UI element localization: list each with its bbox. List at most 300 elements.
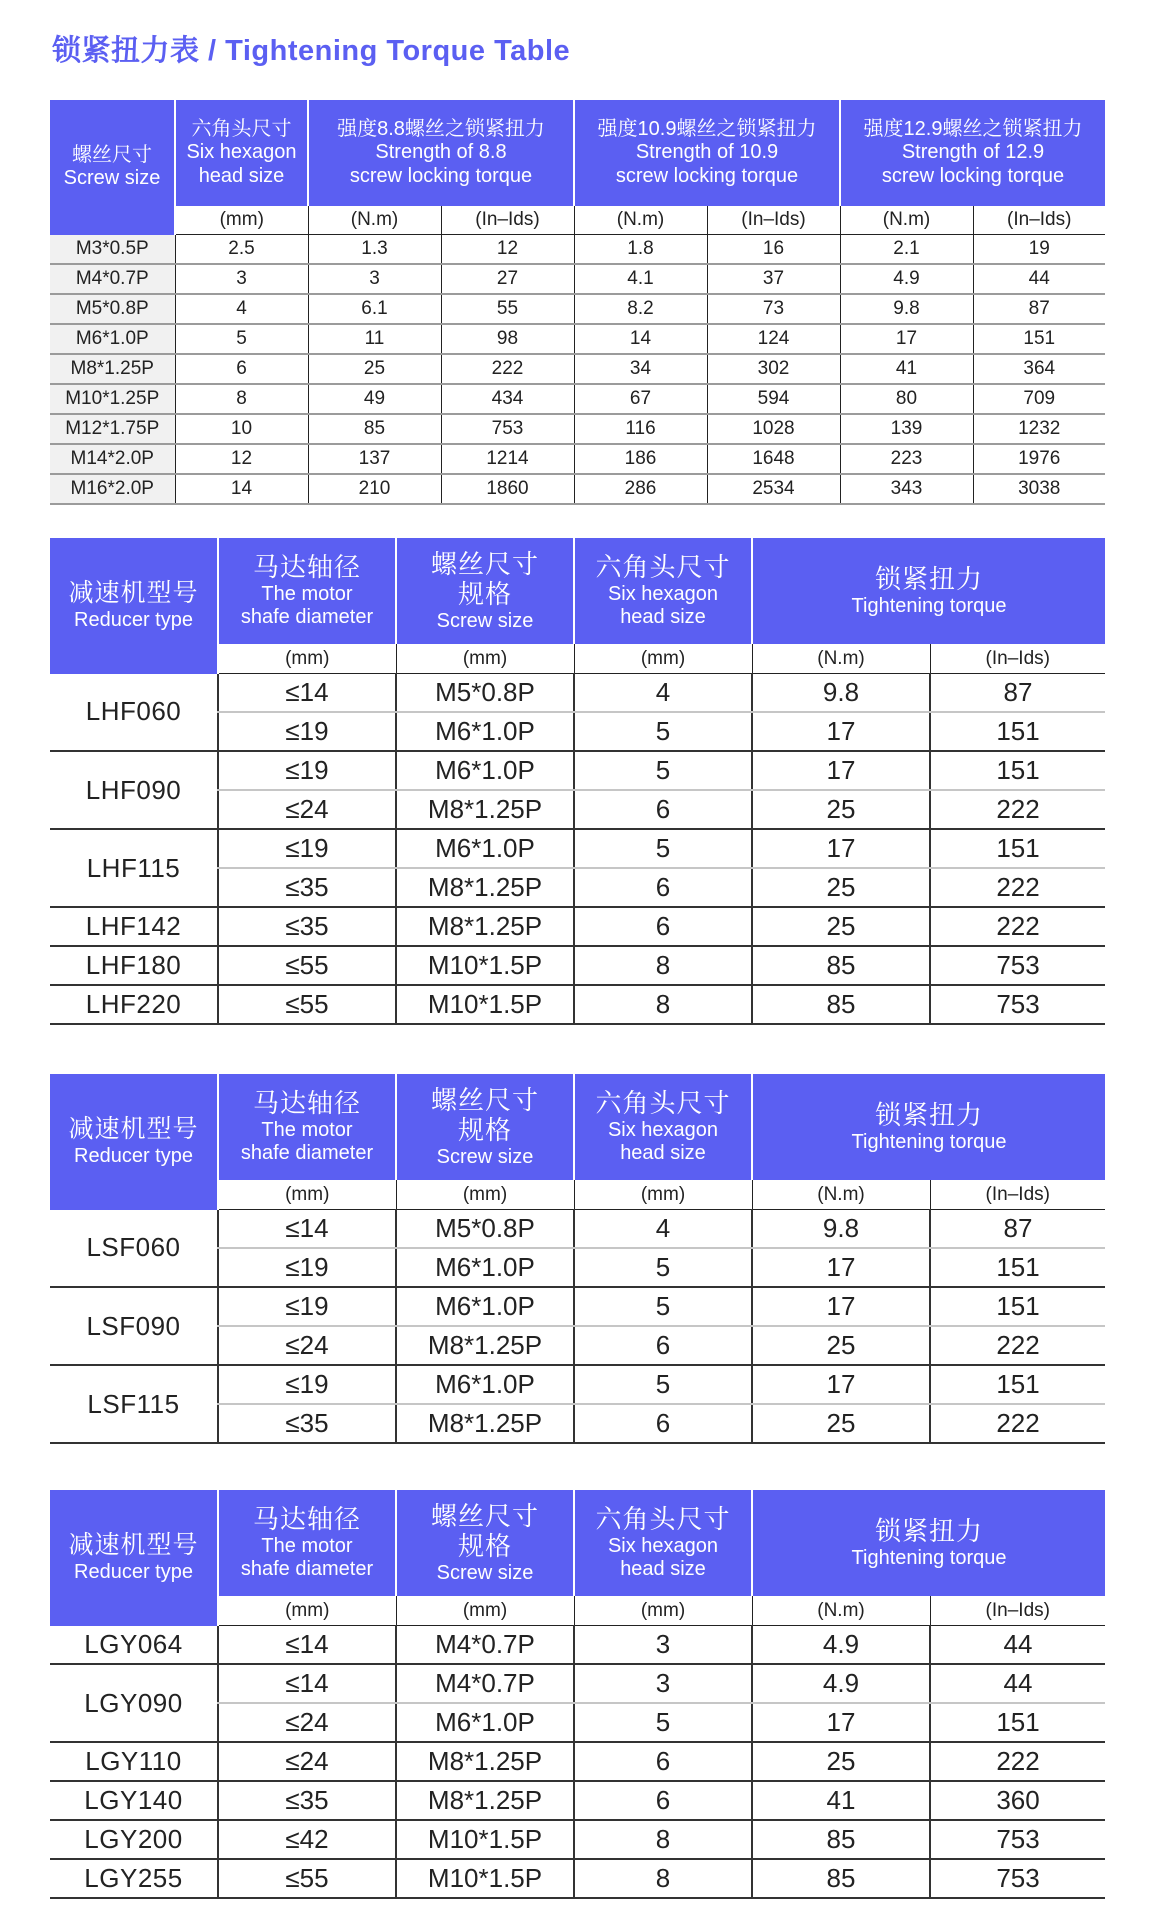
value-cell: 85	[308, 414, 441, 444]
unit-cell: (In–Ids)	[930, 1596, 1105, 1626]
screw-size-cell: M10*1.5P	[396, 1859, 574, 1898]
table-row	[50, 294, 1105, 324]
value-cell: 14	[175, 474, 308, 504]
torque-inlbs-cell: 151	[930, 1248, 1105, 1287]
screw-size-cell: M6*1.0P	[396, 1365, 574, 1404]
shaft-diameter-cell: ≤24	[218, 1742, 396, 1781]
value-cell: 2534	[707, 474, 840, 504]
unit-cell: (In–Ids)	[973, 206, 1105, 235]
table-row	[50, 1287, 1105, 1326]
shaft-diameter-cell: ≤35	[218, 1404, 396, 1443]
value-cell: 12	[441, 235, 574, 265]
shaft-diameter-cell: ≤35	[218, 1781, 396, 1820]
reducer-model-cell: LGY110	[50, 1742, 218, 1781]
torque-nm-cell: 17	[752, 829, 930, 868]
unit-cell: (mm)	[574, 1180, 752, 1210]
screw-size-cell: M8*1.25P	[396, 907, 574, 946]
table-row	[50, 384, 1105, 414]
hex-size-cell: 4	[574, 674, 752, 713]
screw-size-cell: M10*1.5P	[396, 985, 574, 1024]
torque-nm-cell: 17	[752, 1365, 930, 1404]
table-row	[50, 414, 1105, 444]
torque-nm-cell: 17	[752, 1287, 930, 1326]
value-cell: 4.9	[840, 264, 973, 294]
table-row	[50, 1365, 1105, 1404]
unit-cell: (N.m)	[574, 206, 707, 235]
torque-inlbs-cell: 222	[930, 1326, 1105, 1365]
header-tightening-torque	[752, 538, 1105, 644]
shaft-diameter-cell: ≤19	[218, 829, 396, 868]
shaft-diameter-cell: ≤14	[218, 1210, 396, 1249]
table-row	[50, 354, 1105, 384]
value-cell: 9.8	[840, 294, 973, 324]
screw-size-cell: M6*1.0P	[396, 712, 574, 751]
header-reducer-type	[50, 1074, 218, 1210]
hex-size-cell: 5	[574, 1703, 752, 1742]
header-tightening-torque	[752, 1074, 1105, 1180]
header-text: 六角头尺寸	[595, 552, 731, 583]
hex-size-cell: 8	[574, 1820, 752, 1859]
unit-cell: (In–Ids)	[707, 206, 840, 235]
torque-nm-cell: 25	[752, 907, 930, 946]
torque-inlbs-cell: 44	[930, 1664, 1105, 1703]
reducer-model-cell: LHF060	[50, 674, 218, 752]
header-text: 规格	[457, 1115, 512, 1146]
table-row	[50, 829, 1105, 868]
value-cell: 1976	[973, 444, 1105, 474]
screw-size-cell: M3*0.5P	[50, 235, 175, 265]
header-text: Reducer type	[74, 608, 193, 631]
value-cell: 1.8	[574, 235, 707, 265]
torque-nm-cell: 25	[752, 790, 930, 829]
torque-nm-cell: 85	[752, 1859, 930, 1898]
torque-inlbs-cell: 151	[930, 1365, 1105, 1404]
unit-cell: (mm)	[396, 1596, 574, 1626]
shaft-diameter-cell: ≤42	[218, 1820, 396, 1859]
torque-inlbs-cell: 222	[930, 1742, 1105, 1781]
lsf-reducer-table	[50, 1074, 1105, 1444]
table-row	[50, 324, 1105, 354]
torque-inlbs-cell: 151	[930, 751, 1105, 790]
torque-inlbs-cell: 222	[930, 790, 1105, 829]
header-text: 减速机型号	[68, 1531, 199, 1560]
torque-inlbs-cell: 753	[930, 985, 1105, 1024]
header-text: Reducer type	[74, 1560, 193, 1583]
value-cell: 44	[973, 264, 1105, 294]
header-text: Tightening torque	[851, 1546, 1007, 1569]
screw-size-cell: M5*0.8P	[50, 294, 175, 324]
value-cell: 6	[175, 354, 308, 384]
header-text: Six hexagon	[607, 582, 719, 605]
value-cell: 124	[707, 324, 840, 354]
screw-size-cell: M4*0.7P	[50, 264, 175, 294]
reducer-model-cell: LHF115	[50, 829, 218, 907]
value-cell: 286	[574, 474, 707, 504]
value-cell: 709	[973, 384, 1105, 414]
screw-size-cell: M10*1.25P	[50, 384, 175, 414]
torque-nm-cell: 25	[752, 1742, 930, 1781]
header-text: Six hexagon	[607, 1118, 719, 1141]
shaft-diameter-cell: ≤24	[218, 790, 396, 829]
screw-size-cell: M16*2.0P	[50, 474, 175, 504]
torque-nm-cell: 85	[752, 946, 930, 985]
value-cell: 139	[840, 414, 973, 444]
value-cell: 14	[574, 324, 707, 354]
hex-size-cell: 6	[574, 1404, 752, 1443]
header-text: 规格	[457, 1531, 512, 1562]
unit-cell: (N.m)	[840, 206, 973, 235]
screw-size-cell: M6*1.0P	[396, 1248, 574, 1287]
shaft-diameter-cell: ≤19	[218, 1248, 396, 1287]
header-text: shafe diameter	[240, 606, 374, 629]
value-cell: 25	[308, 354, 441, 384]
value-cell: 3	[308, 264, 441, 294]
table-row	[50, 474, 1105, 504]
units-row	[50, 206, 1105, 235]
value-cell: 67	[574, 384, 707, 414]
value-cell: 3	[175, 264, 308, 294]
torque-inlbs-cell: 44	[930, 1626, 1105, 1665]
header-text: shafe diameter	[240, 1558, 374, 1581]
value-cell: 1028	[707, 414, 840, 444]
value-cell: 222	[441, 354, 574, 384]
header-screw-size	[396, 1490, 574, 1596]
hex-size-cell: 8	[574, 946, 752, 985]
unit-cell: (N.m)	[308, 206, 441, 235]
table-row	[50, 1626, 1105, 1665]
header-text: Screw size	[436, 1561, 534, 1584]
header-hex-head	[574, 1074, 752, 1180]
unit-cell: (mm)	[175, 206, 308, 235]
shaft-diameter-cell: ≤19	[218, 712, 396, 751]
reducer-model-cell: LSF090	[50, 1287, 218, 1365]
value-cell: 98	[441, 324, 574, 354]
torque-nm-cell: 17	[752, 1703, 930, 1742]
torque-nm-cell: 25	[752, 1326, 930, 1365]
value-cell: 2.1	[840, 235, 973, 265]
hex-size-cell: 6	[574, 868, 752, 907]
value-cell: 4	[175, 294, 308, 324]
hex-size-cell: 5	[574, 1287, 752, 1326]
torque-nm-cell: 17	[752, 1248, 930, 1287]
torque-inlbs-cell: 753	[930, 1859, 1105, 1898]
torque-inlbs-cell: 151	[930, 712, 1105, 751]
table-row	[50, 1859, 1105, 1898]
screw-size-cell: M6*1.0P	[396, 829, 574, 868]
torque-inlbs-cell: 360	[930, 1781, 1105, 1820]
screw-size-cell: M5*0.8P	[396, 1210, 574, 1249]
unit-cell: (mm)	[396, 644, 574, 674]
torque-nm-cell: 85	[752, 985, 930, 1024]
shaft-diameter-cell: ≤19	[218, 1287, 396, 1326]
screw-size-cell: M10*1.5P	[396, 946, 574, 985]
value-cell: 27	[441, 264, 574, 294]
header-text: Six hexagon	[607, 1534, 719, 1557]
header-strength-12-9: 强度12.9螺丝之锁紧扭力 Strength of 12.9 screw locking torque	[840, 100, 1105, 206]
header-text: Tightening torque	[851, 594, 1007, 617]
value-cell: 151	[973, 324, 1105, 354]
reducer-model-cell: LHF142	[50, 907, 218, 946]
screw-size-cell: M8*1.25P	[396, 1326, 574, 1365]
value-cell: 8	[175, 384, 308, 414]
table-row	[50, 1664, 1105, 1703]
header-text: head size	[620, 606, 706, 629]
value-cell: 6.1	[308, 294, 441, 324]
value-cell: 1.3	[308, 235, 441, 265]
table-row	[50, 907, 1105, 946]
torque-inlbs-cell: 222	[930, 1404, 1105, 1443]
reducer-model-cell: LSF115	[50, 1365, 218, 1443]
screw-size-cell: M4*0.7P	[396, 1626, 574, 1665]
header-text: shafe diameter	[240, 1142, 374, 1165]
hex-size-cell: 6	[574, 907, 752, 946]
hex-size-cell: 5	[574, 751, 752, 790]
unit-cell: (N.m)	[752, 644, 930, 674]
header-text: 螺丝尺寸	[430, 1500, 539, 1531]
hex-size-cell: 3	[574, 1664, 752, 1703]
value-cell: 1214	[441, 444, 574, 474]
header-tightening-torque	[752, 1490, 1105, 1596]
header-text: 锁紧扭力	[875, 1099, 984, 1130]
unit-cell: (In–Ids)	[930, 1180, 1105, 1210]
torque-inlbs-cell: 222	[930, 868, 1105, 907]
value-cell: 137	[308, 444, 441, 474]
table-row	[50, 946, 1105, 985]
header-hex-head	[574, 538, 752, 644]
header-motor-shaft	[218, 1074, 396, 1180]
unit-cell: (mm)	[218, 1180, 396, 1210]
table-row	[50, 1742, 1105, 1781]
unit-cell: (mm)	[218, 1596, 396, 1626]
screw-size-cell: M5*0.8P	[396, 674, 574, 713]
header-text: 螺丝尺寸	[430, 1084, 539, 1115]
value-cell: 302	[707, 354, 840, 384]
shaft-diameter-cell: ≤14	[218, 1664, 396, 1703]
table-row	[50, 1781, 1105, 1820]
torque-inlbs-cell: 151	[930, 1287, 1105, 1326]
screw-size-cell: M6*1.0P	[396, 751, 574, 790]
screw-size-cell: M8*1.25P	[50, 354, 175, 384]
reducer-model-cell: LGY090	[50, 1664, 218, 1742]
value-cell: 34	[574, 354, 707, 384]
screw-size-cell: M6*1.0P	[396, 1287, 574, 1326]
header-reducer-type	[50, 1490, 218, 1626]
lgy-reducer-table	[50, 1490, 1105, 1899]
screw-size-cell: M8*1.25P	[396, 868, 574, 907]
table-row	[50, 264, 1105, 294]
value-cell: 5	[175, 324, 308, 354]
value-cell: 2.5	[175, 235, 308, 265]
value-cell: 10	[175, 414, 308, 444]
reducer-model-cell: LGY064	[50, 1626, 218, 1665]
value-cell: 4.1	[574, 264, 707, 294]
header-text: 螺丝尺寸	[430, 548, 539, 579]
shaft-diameter-cell: ≤35	[218, 907, 396, 946]
screw-size-cell: M8*1.25P	[396, 1742, 574, 1781]
header-text: The motor	[261, 1534, 353, 1557]
value-cell: 116	[574, 414, 707, 444]
value-cell: 49	[308, 384, 441, 414]
screw-size-cell: M4*0.7P	[396, 1664, 574, 1703]
torque-inlbs-cell: 753	[930, 946, 1105, 985]
value-cell: 80	[840, 384, 973, 414]
screw-size-cell: M12*1.75P	[50, 414, 175, 444]
screw-size-cell: M6*1.0P	[50, 324, 175, 354]
reducer-model-cell: LHF090	[50, 751, 218, 829]
screw-size-cell: M14*2.0P	[50, 444, 175, 474]
table-row	[50, 985, 1105, 1024]
page-title: 锁紧扭力表 / Tightening Torque Table	[52, 35, 571, 67]
torque-inlbs-cell: 87	[930, 674, 1105, 713]
value-cell: 186	[574, 444, 707, 474]
table-row	[50, 444, 1105, 474]
screw-size-cell: M8*1.25P	[396, 1781, 574, 1820]
header-strength-10-9: 强度10.9螺丝之锁紧扭力 Strength of 10.9 screw locking torque	[574, 100, 840, 206]
torque-nm-cell: 85	[752, 1820, 930, 1859]
header-text: 规格	[457, 579, 512, 610]
shaft-diameter-cell: ≤19	[218, 1365, 396, 1404]
torque-inlbs-cell: 222	[930, 907, 1105, 946]
torque-nm-cell: 4.9	[752, 1626, 930, 1665]
hex-size-cell: 8	[574, 985, 752, 1024]
header-text: Screw size	[436, 609, 534, 632]
unit-cell: (In–Ids)	[930, 644, 1105, 674]
header-strength-8-8: 强度8.8螺丝之锁紧扭力 Strength of 8.8 screw locking torque	[308, 100, 574, 206]
value-cell: 364	[973, 354, 1105, 384]
screw-size-cell: M6*1.0P	[396, 1703, 574, 1742]
unit-cell: (In–Ids)	[441, 206, 574, 235]
table-row	[50, 1820, 1105, 1859]
header-text: 六角头尺寸	[595, 1504, 731, 1535]
reducer-model-cell: LSF060	[50, 1210, 218, 1288]
unit-cell: (mm)	[396, 1180, 574, 1210]
torque-inlbs-cell: 151	[930, 829, 1105, 868]
header-motor-shaft	[218, 538, 396, 644]
value-cell: 17	[840, 324, 973, 354]
unit-cell: (N.m)	[752, 1596, 930, 1626]
header-text: 减速机型号	[68, 1115, 199, 1144]
torque-inlbs-cell: 151	[930, 1703, 1105, 1742]
value-cell: 73	[707, 294, 840, 324]
reducer-model-cell: LGY140	[50, 1781, 218, 1820]
torque-inlbs-cell: 87	[930, 1210, 1105, 1249]
unit-cell: (N.m)	[752, 1180, 930, 1210]
table-row	[50, 235, 1105, 265]
header-text: 减速机型号	[68, 579, 199, 608]
header-reducer-type	[50, 538, 218, 674]
hex-size-cell: 8	[574, 1859, 752, 1898]
header-text: Tightening torque	[851, 1130, 1007, 1153]
unit-cell: (mm)	[218, 644, 396, 674]
hex-size-cell: 6	[574, 1326, 752, 1365]
torque-nm-cell: 41	[752, 1781, 930, 1820]
header-text: 锁紧扭力	[875, 563, 984, 594]
value-cell: 753	[441, 414, 574, 444]
value-cell: 12	[175, 444, 308, 474]
header-screw-size: 螺丝尺寸 Screw size	[50, 100, 175, 235]
shaft-diameter-cell: ≤24	[218, 1326, 396, 1365]
value-cell: 1648	[707, 444, 840, 474]
shaft-diameter-cell: ≤55	[218, 1859, 396, 1898]
header-hex-head	[574, 1490, 752, 1596]
torque-nm-cell: 4.9	[752, 1664, 930, 1703]
reducer-model-cell: LGY200	[50, 1820, 218, 1859]
value-cell: 55	[441, 294, 574, 324]
value-cell: 87	[973, 294, 1105, 324]
header-text: 锁紧扭力	[875, 1515, 984, 1546]
shaft-diameter-cell: ≤35	[218, 868, 396, 907]
value-cell: 19	[973, 235, 1105, 265]
hex-size-cell: 5	[574, 829, 752, 868]
header-text: Reducer type	[74, 1144, 193, 1167]
reducer-model-cell: LHF220	[50, 985, 218, 1024]
torque-nm-cell: 17	[752, 751, 930, 790]
hex-size-cell: 3	[574, 1626, 752, 1665]
torque-nm-cell: 9.8	[752, 674, 930, 713]
value-cell: 1860	[441, 474, 574, 504]
header-screw-size	[396, 1074, 574, 1180]
header-text: Screw size	[436, 1145, 534, 1168]
unit-cell: (mm)	[574, 1596, 752, 1626]
shaft-diameter-cell: ≤55	[218, 985, 396, 1024]
hex-size-cell: 6	[574, 1742, 752, 1781]
value-cell: 3038	[973, 474, 1105, 504]
screw-torque-table	[50, 100, 1105, 505]
table-row	[50, 751, 1105, 790]
hex-size-cell: 6	[574, 1781, 752, 1820]
torque-inlbs-cell: 753	[930, 1820, 1105, 1859]
torque-nm-cell: 9.8	[752, 1210, 930, 1249]
shaft-diameter-cell: ≤19	[218, 751, 396, 790]
header-text: head size	[620, 1558, 706, 1581]
torque-nm-cell: 25	[752, 1404, 930, 1443]
value-cell: 8.2	[574, 294, 707, 324]
hex-size-cell: 5	[574, 1365, 752, 1404]
reducer-model-cell: LGY255	[50, 1859, 218, 1898]
reducer-model-cell: LHF180	[50, 946, 218, 985]
value-cell: 16	[707, 235, 840, 265]
torque-nm-cell: 17	[752, 712, 930, 751]
unit-cell: (mm)	[574, 644, 752, 674]
header-text: 六角头尺寸	[595, 1088, 731, 1119]
table-row	[50, 674, 1105, 713]
value-cell: 343	[840, 474, 973, 504]
hex-size-cell: 5	[574, 712, 752, 751]
torque-nm-cell: 25	[752, 868, 930, 907]
header-motor-shaft	[218, 1490, 396, 1596]
shaft-diameter-cell: ≤24	[218, 1703, 396, 1742]
hex-size-cell: 6	[574, 790, 752, 829]
lhf-reducer-table	[50, 538, 1105, 1025]
hex-size-cell: 4	[574, 1210, 752, 1249]
shaft-diameter-cell: ≤14	[218, 1626, 396, 1665]
hex-size-cell: 5	[574, 1248, 752, 1287]
screw-size-cell: M8*1.25P	[396, 1404, 574, 1443]
header-text: The motor	[261, 1118, 353, 1141]
value-cell: 210	[308, 474, 441, 504]
table-row	[50, 1210, 1105, 1249]
value-cell: 223	[840, 444, 973, 474]
header-text: head size	[620, 1142, 706, 1165]
header-text: 马达轴径	[252, 1088, 361, 1119]
header-screw-size	[396, 538, 574, 644]
value-cell: 434	[441, 384, 574, 414]
screw-size-cell: M10*1.5P	[396, 1820, 574, 1859]
header-text: The motor	[261, 582, 353, 605]
value-cell: 37	[707, 264, 840, 294]
value-cell: 594	[707, 384, 840, 414]
value-cell: 1232	[973, 414, 1105, 444]
